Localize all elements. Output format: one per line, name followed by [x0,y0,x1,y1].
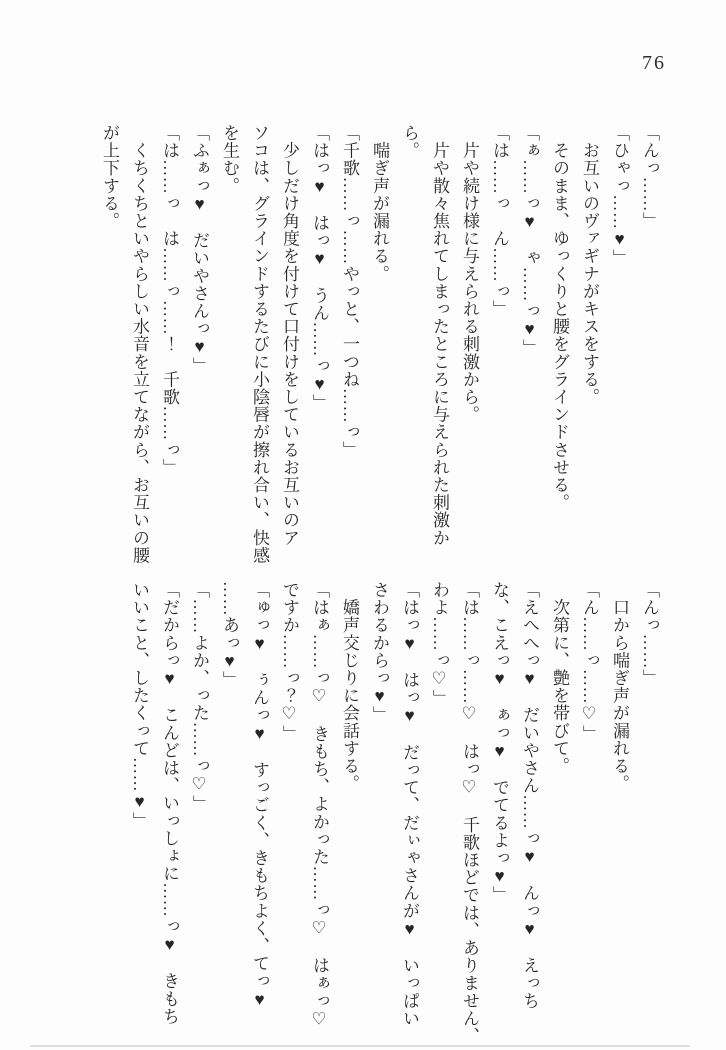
text-line: いいこと、したくって……♥」 [130,581,149,830]
text-line: 片や続け様に与えられる刺激から。 [460,124,479,424]
text-line: 「千歌……っ……やっと、一つね……っ」 [340,124,359,459]
text-line: 「ひゃっ……♥」 [610,124,629,267]
text-line: 口から喘ぎ声が漏れる。 [610,581,629,793]
text-line: ら。 [400,124,419,160]
text-line: 「ん……っ……♡」 [580,581,599,743]
text-line: そのまま、ゆっくりと腰をグラインドさせる。 [550,124,569,512]
text-block-top [94,124,664,564]
text-line: 「だからっ♥ こんどは、いっしょに……っ♥ きもち [160,581,179,1025]
text-line: 「はっ♥ はっ♥ だって、だぃゃさんが♥ いっぱい [400,581,419,1027]
text-line: ですか……っ？♡」 [280,581,299,743]
text-line: 「はぁ……っ♡ きもち、よかった……っ♡ はぁっ♡ [310,581,329,1030]
text-line: 「は……っ……♡ はっ♡ 千歌ほどでは、ありません、 [460,581,479,1045]
text-line: が上下する。 [100,124,119,230]
page-number: 76 [642,52,666,74]
text-block-bottom [124,581,664,1045]
text-line: お互いのヴァギナがキスをする。 [580,124,599,406]
text-line: 「は……っ は……っ……！ 千歌……っ」 [160,124,179,476]
text-line: さわるからっ♥」 [370,581,389,724]
text-line: ソコは、グラインドするたびに小陰唇が擦れ合い、快感 [250,124,269,564]
text-line: 「んっ……」 [640,581,659,687]
text-line: 片や散々焦れてしまったところに与えられた刺激か [430,124,449,547]
text-line: 嬌声交じりに会話する。 [340,581,359,793]
text-line: 喘ぎ声が漏れる。 [370,124,389,283]
text-line: 「ゅっ♥ ぅんっ♥ すっごく、きもちよく、てっ♥ [250,581,269,1010]
text-line: 「えへへっ♥ だいやさん……っ♥ んっ♥ えっち [520,581,539,1010]
text-line: 「は……っ ん……っ」 [490,124,509,318]
scan-artifact-line [30,1045,690,1047]
text-line: 「はっ♥ はっ♥ うん……っ♥」 [310,124,329,412]
text-line: を生む。 [220,124,239,195]
text-line: 次第に、艶を帯びて。 [550,581,569,775]
text-line: 少しだけ角度を付けて口付けをしているお互いのア [280,124,299,547]
text-line: 「……よか、った……っ♡」 [190,581,209,813]
text-line: くちくちといやらしい水音を立てながら、お互いの腰 [130,124,149,564]
text-line: 「ふぁっ♥ だいやさんっ♥」 [190,124,209,375]
text-line: な、こえっ♥ ぁっ♥ でてるよっ♥」 [490,581,509,904]
text-line: 「ぁ……っ♥ ゃ……っ♥」 [520,124,539,357]
text-line: 「んっ……」 [640,124,659,230]
text-line: ……あっ♥」 [220,581,239,689]
text-line: わよ……っ♡」 [430,581,449,708]
